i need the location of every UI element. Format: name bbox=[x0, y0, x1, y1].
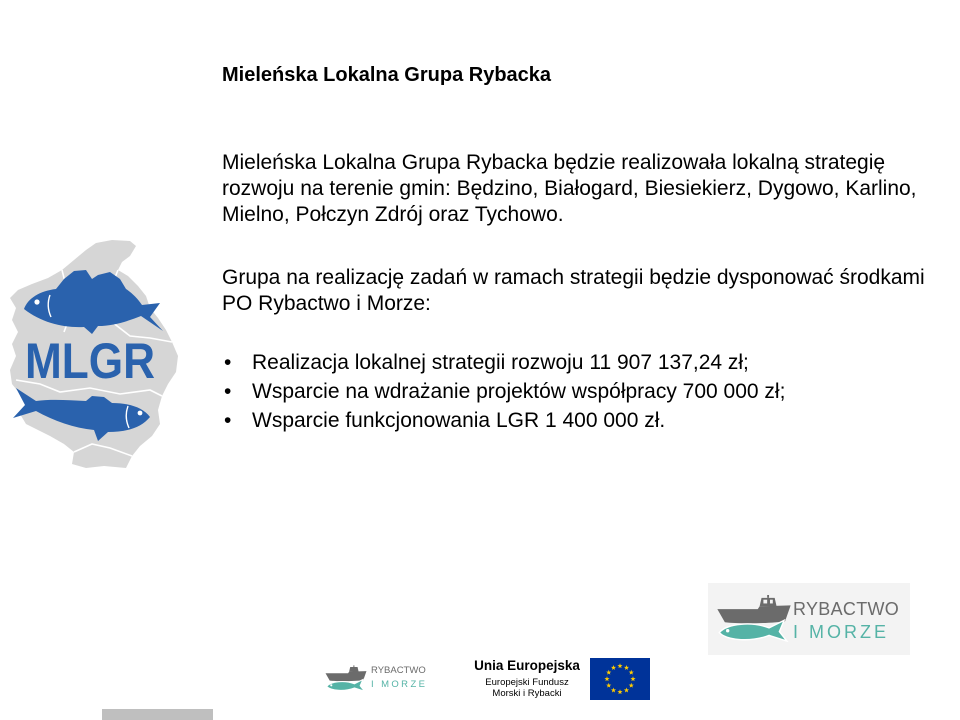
eu-fund-line2: Morski i Rybacki bbox=[492, 688, 562, 699]
footer-bar bbox=[102, 709, 213, 720]
mlgr-logo-text: MLGR bbox=[25, 333, 155, 389]
fish-icon bbox=[327, 680, 365, 692]
funding-intro-paragraph bbox=[222, 265, 925, 317]
funding-list-item bbox=[222, 406, 785, 435]
boat-fish-icon bbox=[716, 595, 792, 642]
eu-fund-line1: Europejski Fundusz bbox=[485, 677, 569, 688]
funding-intro-line: PO Rybactwo i Morze: bbox=[222, 292, 431, 315]
boat-fish-icon bbox=[325, 665, 367, 692]
rybactwo-logo-line1: RYBACTWO bbox=[793, 599, 900, 619]
slide-title: Mieleńska Lokalna Grupa Rybacka bbox=[222, 64, 552, 86]
funding-list-text: Realizacja lokalnej strategii rozwoju 11 907 137,24 zł; bbox=[252, 351, 749, 374]
rybactwo-i-morze-small-logo bbox=[325, 662, 437, 696]
funding-list bbox=[222, 348, 785, 435]
rybactwo-logo-line2: I MORZE bbox=[793, 622, 889, 642]
funding-list-text: Wsparcie funkcjonowania LGR 1 400 000 zł. bbox=[252, 409, 666, 432]
bullet-dot: • bbox=[224, 409, 232, 432]
eu-title: Unia Europejska bbox=[474, 658, 580, 673]
bullet-dot: • bbox=[224, 351, 232, 374]
strategy-paragraph-line: rozwoju na terenie gmin: Będzino, Białogard, Biesiekierz, Dygowo, Karlino, bbox=[222, 177, 917, 200]
boat-icon bbox=[717, 595, 790, 623]
rybactwo-i-morze-logo bbox=[708, 583, 910, 655]
strategy-paragraph-line: Mieleńska Lokalna Grupa Rybacka będzie realizowała lokalną strategię bbox=[222, 151, 886, 174]
funding-list-text: Wsparcie na wdrażanie projektów współpracy 700 000 zł; bbox=[252, 380, 786, 403]
funding-intro-line: Grupa na realizację zadań w ramach strategii będzie dysponować środkami bbox=[222, 266, 925, 289]
funding-list-item bbox=[222, 377, 785, 406]
funding-list-item bbox=[222, 348, 785, 377]
rybactwo-small-line2: I MORZE bbox=[371, 679, 428, 690]
mlgr-logo bbox=[0, 230, 190, 475]
bullet-dot: • bbox=[224, 380, 232, 403]
boat-icon bbox=[326, 665, 367, 681]
rybactwo-small-line1: RYBACTWO bbox=[371, 665, 426, 676]
eu-flag-icon bbox=[590, 658, 650, 700]
strategy-paragraph bbox=[222, 150, 917, 228]
strategy-paragraph-line: Mielno, Połczyn Zdrój oraz Tychowo. bbox=[222, 203, 564, 226]
fish-icon bbox=[719, 620, 787, 641]
